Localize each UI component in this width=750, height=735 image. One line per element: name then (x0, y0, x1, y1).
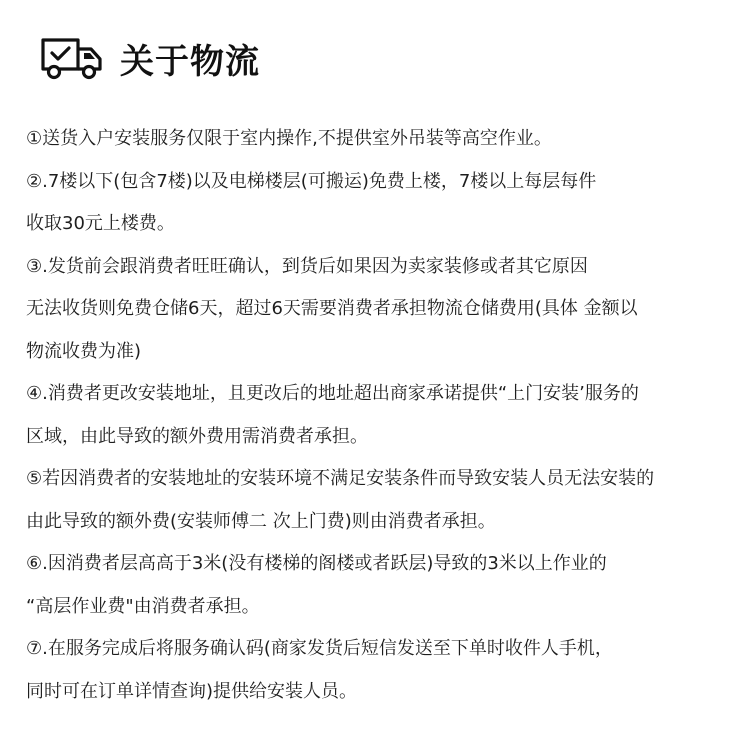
term-line: ⑦.在服务完成后将服务确认码(商家发货后短信发送至下单时收件人手机， (26, 638, 613, 659)
term-line: 区域，由此导致的额外费用需消费者承担。 (26, 425, 368, 447)
term-line: ⑤若因消费者的安装地址的安装环境不满足安装条件而导致安装人员无法安装的 (26, 468, 655, 489)
logistics-terms (26, 118, 744, 713)
term-line: 无法收货则免费仓储6天，超过6天需要消费者承担物流仓储费用(具体 金额以 (26, 298, 638, 319)
delivery-truck-icon (38, 35, 104, 81)
term-line: ⑥.因消费者层高高于3米(没有楼梯的阁楼或者跃层)导致的3米以上作业的 (26, 553, 607, 574)
term-line: ④.消费者更改安装地址，且更改后的地址超出商家承诺提供“上门安装’服务的 (26, 383, 639, 404)
page-title: 关于物流 (120, 41, 260, 82)
term-line: 收取30元上楼费。 (26, 213, 175, 234)
section-header (38, 30, 260, 86)
term-line: ①送货入户安装服务仅限于室内操作,不提供室外吊装等高空作业。 (26, 128, 552, 149)
term-line: 同时可在订单详情查询)提供给安装人员。 (26, 680, 358, 702)
term-line: ③.发货前会跟消费者旺旺确认，到货后如果因为卖家装修或者其它原因 (26, 255, 588, 277)
term-line: ②.7楼以下(包含7楼)以及电梯楼层(可搬运)免费上楼，7楼以上每层每件 (26, 170, 597, 192)
term-line: 物流收费为准) (26, 340, 142, 362)
term-line: “高层作业费"由消费者承担。 (26, 595, 260, 617)
term-line: 由此导致的额外费(安装师傅二 次上门费)则由消费者承担。 (26, 510, 496, 532)
